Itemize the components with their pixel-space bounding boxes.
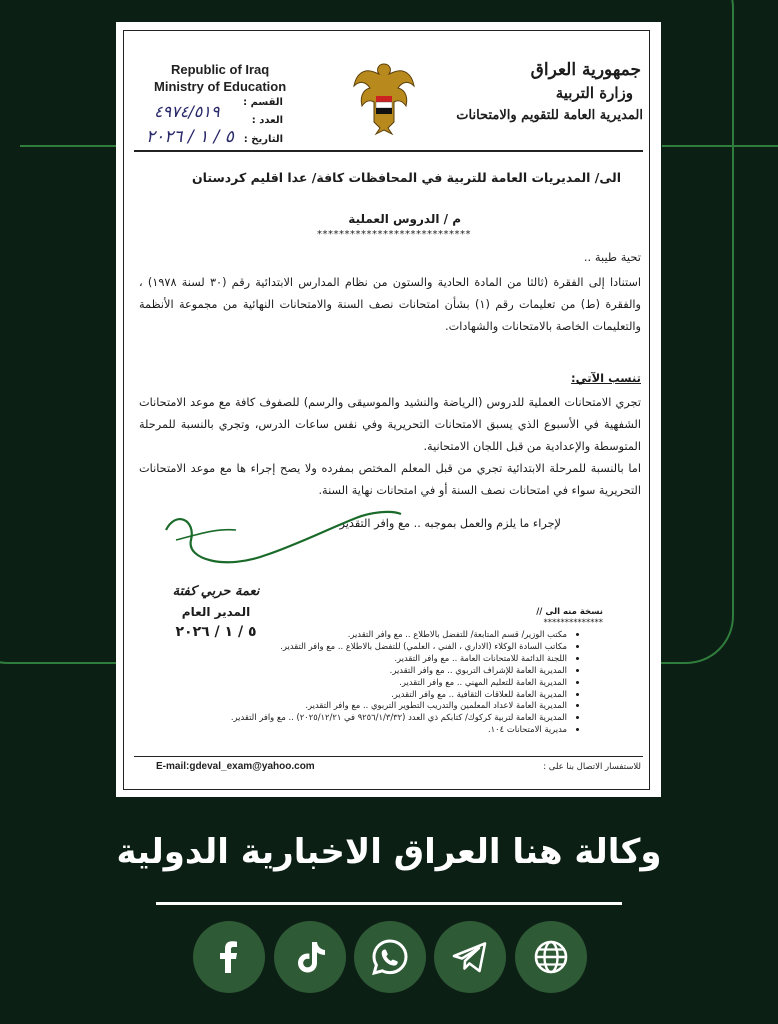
whatsapp-icon (370, 937, 410, 977)
signer-title: المدير العام (181, 605, 251, 619)
cc-item: • مديرية الامتحانات ١٠٤. (141, 724, 567, 736)
footer-divider (134, 756, 643, 757)
contact-label: للاستفسار الاتصال بنا على : (543, 762, 641, 772)
signer-name: نعمة حربي كفتة (172, 584, 260, 599)
copy-to-label: نسخة منه الى // (536, 607, 603, 617)
tiktok-button[interactable] (274, 921, 346, 993)
official-letter (116, 22, 661, 797)
footer-rule (156, 902, 622, 905)
addressee: الى/ المديريات العامة للتربية في المحافظات كافة/ عدا اقليم كردستان (192, 170, 621, 185)
date-label: التاريخ : (243, 134, 283, 145)
whatsapp-button[interactable] (354, 921, 426, 993)
telegram-button[interactable] (434, 921, 506, 993)
tiktok-icon (290, 937, 330, 977)
website-button[interactable] (515, 921, 587, 993)
contact-email: E-mail:gdeval_exam@yahoo.com (156, 761, 315, 772)
cc-item: • المديرية العامة للإشراف التربوي .. مع وافر التقدير. (141, 665, 567, 677)
copy-to-stars: ************** (543, 618, 603, 628)
greeting: تحية طيبة .. (583, 250, 641, 264)
body-paragraph-2: اما بالنسبة للمرحلة الابتدائية تجري من قبل المعلم المختص بمفرده ولا يصح إجراء ها مع موعد الامتحانات التحريرية سواء في امتحانات نصف السنة أو في امتحانات نهاية السنة. (139, 462, 641, 497)
number-label: العدد : (251, 115, 283, 126)
cc-list (141, 629, 581, 736)
signature-scribble-icon (156, 500, 406, 580)
telegram-icon (450, 937, 490, 977)
body-paragraph-1: تجري الامتحانات العملية للدروس (الرياضة والنشيد والموسيقى والرسم) للصفوف كافة مع موعد الامتحانات الشفهية في الأسبوع الذي يسبق الامتحانات التحريرية وفي نفس ساعات الدرس، وتجري بالنسبة للمرحلة المتوسطة والإعدادية من قبل اللجان الامتحانية. (139, 396, 641, 453)
facebook-icon (209, 937, 249, 977)
globe-icon (531, 937, 571, 977)
reference-number: ٤٩٧٤/٥١٩ (154, 102, 220, 121)
section-label: القسم : (243, 97, 283, 108)
header-en-ministry: Ministry of Education (154, 79, 287, 94)
facebook-button[interactable] (193, 921, 265, 993)
iraq-eagle-emblem-icon (352, 58, 416, 138)
subject-stars: **************************** (317, 229, 471, 240)
closing-line: لإجراء ما يلزم والعمل بموجبه .. مع وافر التقدير (339, 517, 561, 530)
cc-item: • اللجنة الدائمة للامتحانات العامة .. مع وافر التقدير. (141, 653, 567, 665)
cc-item: • مكاتب السادة الوكلاء (الاداري ، الفني ، العلمي) للتفضل بالاطلاع .. مع وافر التقدير. (141, 641, 567, 653)
cc-item: • المديرية العامة للعلاقات الثقافية .. مع وافر التقدير. (141, 689, 567, 701)
cc-item: • المديرية العامة للتعليم المهني .. مع وافر التقدير. (141, 677, 567, 689)
cc-item: • مكتب الوزير/ قسم المتابعة/ للتفضل بالاطلاع .. مع وافر التقدير. (141, 629, 567, 641)
header-en-republic: Republic of Iraq (171, 62, 270, 77)
header-ar-ministry: وزارة التربية (555, 84, 633, 102)
cc-item: • المديرية العامة لتربية كركوك/ كتابكم ذي العدد (٩٢٥٦/١/٣/٣٢ في ٢٠٢٥/١٢/٢١) .. مع وافر التقدير. (141, 712, 567, 724)
header-divider (134, 150, 643, 152)
header-ar-republic: جمهورية العراق (530, 60, 641, 80)
background-accent-line (662, 145, 778, 147)
directive-label: تنسب الآتي: (571, 371, 641, 385)
cc-item: • المديرية العامة لاعداد المعلمين والتدريب التطوير التربوي .. مع وافر التقدير. (141, 700, 567, 712)
signer-date: ٥ / ١ / ٢٠٢٦ (175, 624, 257, 640)
header-ar-directorate: المديرية العامة للتقويم والامتحانات (456, 108, 643, 123)
agency-name: وكالة هنا العراق الاخبارية الدولية (116, 832, 662, 872)
intro-paragraph: استنادا إلى الفقرة (ثالثا من المادة الحادية والستون من نظام المدارس الابتدائية رقم (٣٠ لسنة ١٩٧٨) ، والفقرة (ط) من تعليمات رقم (١) بشأن امتحانات نصف السنة والامتحانات النهائية من مجموعة الأنظمة والتعليمات الخاصة بالامتحانات والشهادات. (139, 276, 641, 333)
letter-date: ٥ / ١ / ٢٠٢٦ (146, 127, 234, 147)
subject: م / الدروس العملية (348, 212, 461, 226)
